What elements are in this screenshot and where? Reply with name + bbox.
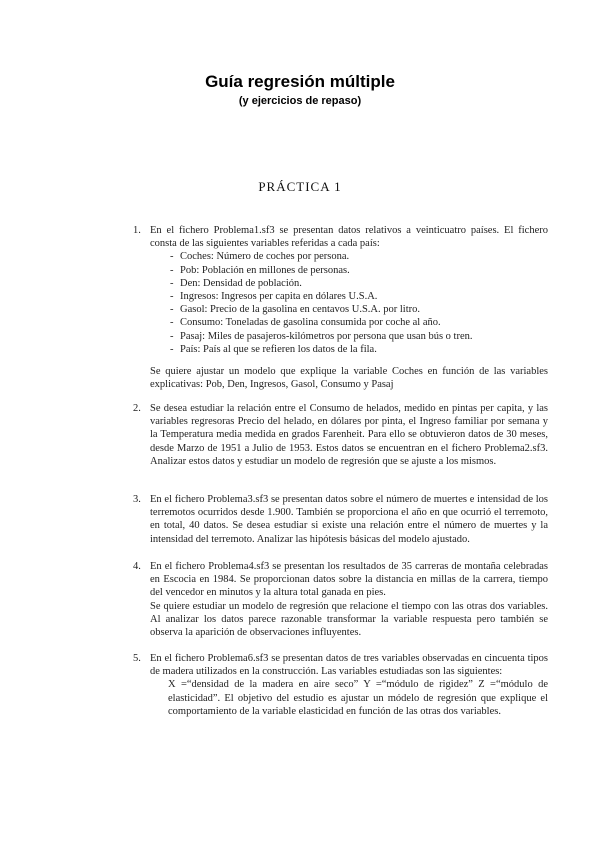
exercise-2 (150, 402, 548, 468)
exercise-5-number: 5. (133, 653, 141, 664)
exercise-4 (150, 560, 548, 639)
list-item: - Den: Densidad de población. (170, 277, 548, 290)
list-item: - Ingresos: Ingresos per capita en dólares U.S.A. (170, 290, 548, 303)
exercise-1-variable-list (170, 250, 548, 356)
list-item: - Consumo: Toneladas de gasolina consumida por coche al año. (170, 316, 548, 329)
exercise-4-text: En el fichero Problema4.sf3 se presentan los resultados de 35 carreras de montaña celebradas en Escocia en 1984. Se proporcionan datos sobre la distancia en millas de la carrera, tiempo del vencedor en minutos y la altura total ganada en pies. (150, 561, 548, 599)
list-item: - Coches: Número de coches por persona. (170, 250, 548, 263)
exercise-1-closing: Se quiere ajustar un modelo que explique la variable Coches en función de las variables explicativas: Pob, Den, Ingresos, Gasol, Consumo y Pasaj (150, 366, 548, 391)
exercise-2-text: Se desea estudiar la relación entre el Consumo de helados, medido en pintas per capita, y las variables regresoras Precio del helado, en dólares por pinta, el Ingreso familiar por semana y la Temperatura media medida en grados Farenheit. Para ello se obtuvieron datos de 30 meses, desde Marzo de 1951 a Julio de 1953. Estos datos se encuentran en el fichero Problema2.sf3. Analizar estos datos y estudiar un modelo de regresión que se ajuste a los mismos. (150, 403, 548, 467)
list-item: - Gasol: Precio de la gasolina en centavos U.S.A. por litro. (170, 303, 548, 316)
list-item: - País: País al que se refieren los datos de la fila. (170, 343, 548, 356)
exercise-5-text: En el fichero Problema6.sf3 se presentan datos de tres variables observadas en cincuenta tipos de madera utilizados en la construcción. Las variables estudiadas son las siguientes: (150, 653, 548, 678)
list-item: - Pob: Población en millones de personas. (170, 264, 548, 277)
exercise-1 (150, 224, 548, 391)
exercise-4-number: 4. (133, 561, 141, 572)
document-subtitle: (y ejercicios de repaso) (238, 95, 362, 107)
exercise-3-text: En el fichero Problema3.sf3 se presentan datos sobre el número de muertes e intensidad de los terremotos ocurridos desde 1.900. También se proporciona el año en que ocurrió el terremoto, en total, 40 datos. Se desea estudiar si existe una relación entre el número de muertes y la intensidad del terremoto. Analizar las hipótesis básicas del modelo ajustado. (150, 494, 548, 545)
exercise-1-intro: En el fichero Problema1.sf3 se presentan datos relativos a veinticuatro países. El fichero consta de las siguientes variables referidas a cada país: (150, 225, 548, 250)
section-heading: PRÁCTICA 1 (258, 179, 342, 194)
exercise-4-text-continued: Se quiere estudiar un modelo de regresión que relacione el tiempo con las otras dos variables. Al analizar los datos parece razonable transformar la variable respuesta pero también se observa la aparición de observaciones influyentes. (150, 600, 548, 639)
document-title: Guía regresión múltiple (205, 72, 395, 91)
exercise-5 (150, 652, 548, 718)
exercise-1-number: 1. (133, 225, 141, 236)
exercise-2-number: 2. (133, 403, 141, 414)
exercise-3 (150, 493, 548, 546)
exercise-5-formula: X =“densidad de la madera en aire seco” Y =“módulo de rigidez” Z =“módulo de elasticidad”. El objetivo del estudio es ajustar un módelo de regresión que explique el comportamiento de la variable elasticidad en función de las otras dos variables. (168, 679, 548, 717)
list-item: - Pasaj: Miles de pasajeros-kilómetros por persona que usan bús o tren. (170, 330, 548, 343)
exercise-3-number: 3. (133, 494, 141, 505)
